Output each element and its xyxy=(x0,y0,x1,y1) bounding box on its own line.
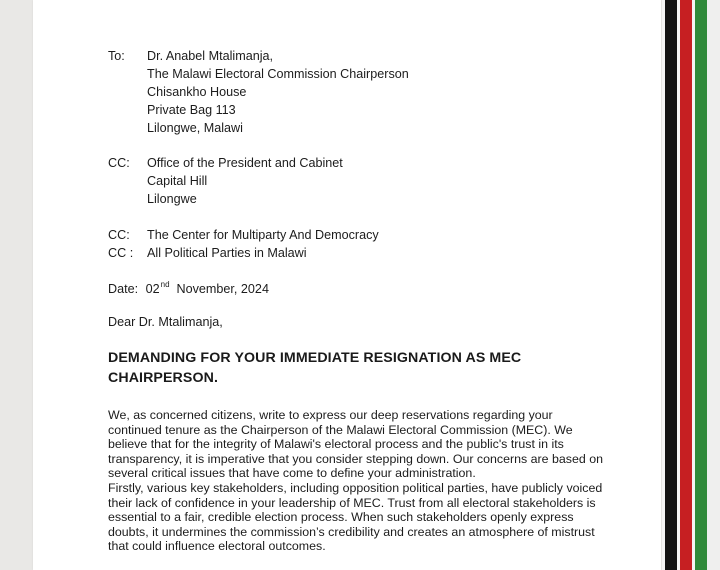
date-day: 02 xyxy=(145,282,160,296)
body-paragraph: Firstly, various key stakeholders, including opposition political parties, have publicly voiced their lack of confidence in your leadership of MEC. Trust from all electoral stakeholders is essential to a fair, credible election process. When such stakeholders openly express doubts, it undermines the commission’s credibility and creates an atmosphere of mistrust that could influence electoral outcomes. xyxy=(108,480,603,554)
date-suffix: nd xyxy=(160,280,170,289)
cc-office: Office of the President and Cabinet xyxy=(147,156,343,170)
stripe-green xyxy=(695,0,707,570)
cc-address-line: Lilongwe xyxy=(147,192,197,206)
date-rest: November, 2024 xyxy=(176,282,269,296)
body-paragraph: We, as concerned citizens, write to express our deep reservations regarding your continued tenure as the Chairperson of the Malawi Electoral Commission (MEC). We believe that for the integrity of Malawi's electoral process and the public's trust in its transparency, it is imperative that you consider stepping down. Our concerns are based on several critical issues that have come to define your administration. xyxy=(108,408,603,481)
flag-stripe-border xyxy=(662,0,720,570)
recipient-name: Dr. Anabel Mtalimanja, xyxy=(147,49,273,63)
cc-center: The Center for Multiparty And Democracy xyxy=(147,228,379,242)
stripe-red xyxy=(680,0,692,570)
date-label: Date: xyxy=(108,282,139,296)
recipient-address-line: Lilongwe, Malawi xyxy=(147,121,243,135)
cc-label: CC: xyxy=(108,228,130,242)
to-label: To: xyxy=(108,49,125,63)
cc-address-line: Capital Hill xyxy=(147,174,208,188)
recipient-address-line: Private Bag 113 xyxy=(147,103,236,117)
cc-label: CC : xyxy=(108,246,134,260)
cc-label: CC: xyxy=(108,156,130,170)
subject-heading: DEMANDING FOR YOUR IMMEDIATE RESIGNATION AS MEC CHAIRPERSON. xyxy=(108,350,522,386)
cc-parties: All Political Parties in Malawi xyxy=(147,246,307,260)
recipient-address-line: Chisankho House xyxy=(147,85,247,99)
stripe-black xyxy=(665,0,677,570)
salutation: Dear Dr. Mtalimanja, xyxy=(108,315,223,329)
recipient-title: The Malawi Electoral Commission Chairperson xyxy=(147,67,409,81)
date-line xyxy=(108,280,269,296)
letter-body xyxy=(108,408,608,554)
stripe-white xyxy=(707,0,720,570)
